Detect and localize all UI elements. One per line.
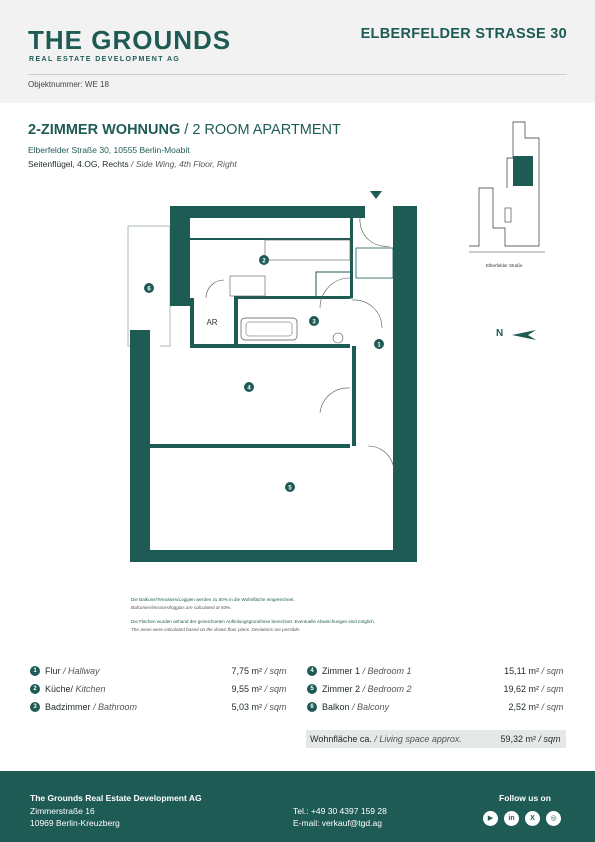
page-footer bbox=[0, 771, 595, 842]
wall-left-upper bbox=[170, 206, 190, 306]
entrance-marker bbox=[370, 191, 382, 199]
apartment-address: Elberfelder Straße 30, 10555 Berlin-Moabit bbox=[28, 145, 190, 155]
room-number-badge: 6 bbox=[307, 702, 317, 712]
total-label bbox=[310, 730, 462, 748]
room-area-value: 5,03 m² bbox=[231, 702, 262, 712]
room-name-en: / Bedroom 1 bbox=[360, 666, 412, 676]
total-area-unit: / sqm bbox=[536, 734, 561, 744]
street-label: Elberfelder Straße bbox=[486, 263, 523, 268]
footer-company: The Grounds Real Estate Development AG bbox=[30, 793, 202, 803]
room-name-en: / Bathroom bbox=[90, 702, 138, 712]
room-name-en: / Balcony bbox=[349, 702, 390, 712]
total-label-de: Wohnfläche ca. bbox=[310, 734, 372, 744]
room-marker-3 bbox=[309, 316, 319, 326]
room-row bbox=[307, 666, 567, 684]
location-en: / Side Wing, 4th Floor, Right bbox=[128, 159, 237, 169]
apartment-title bbox=[28, 122, 341, 138]
room-name-de: Zimmer 1 bbox=[322, 666, 360, 676]
room-area-unit: / sqm bbox=[539, 684, 564, 694]
room-name-de: Balkon bbox=[322, 702, 350, 712]
room-area-unit: / sqm bbox=[262, 702, 287, 712]
note-2-en: The areas were calculated based on the drawn floor plans. Deviations are possible. bbox=[131, 626, 301, 632]
floor-plan bbox=[120, 188, 420, 568]
room-area-list-right bbox=[307, 666, 567, 720]
linkedin-icon[interactable]: in bbox=[504, 811, 519, 826]
room-marker-1-label: 1 bbox=[377, 342, 381, 349]
room-area-value: 15,11 m² bbox=[504, 666, 539, 676]
room-area bbox=[497, 665, 567, 677]
room-area-unit: / sqm bbox=[262, 666, 287, 676]
area-notes bbox=[131, 596, 461, 633]
wall-bedroom1-top bbox=[190, 344, 350, 348]
room-row bbox=[30, 702, 290, 720]
room-marker-6 bbox=[144, 283, 154, 293]
room-marker-3-label: 3 bbox=[312, 319, 316, 326]
wall-top-left bbox=[170, 206, 365, 218]
page-header bbox=[0, 0, 595, 103]
room-marker-5 bbox=[285, 482, 295, 492]
room-row bbox=[30, 666, 290, 684]
wall-left bbox=[130, 330, 150, 562]
youtube-icon[interactable]: ▶ bbox=[483, 811, 498, 826]
key-plan-unit bbox=[513, 156, 533, 186]
wall-right bbox=[393, 206, 417, 562]
room-marker-2-label: 2 bbox=[262, 258, 266, 265]
room-name bbox=[322, 701, 389, 713]
total-area bbox=[494, 730, 564, 748]
footer-email[interactable]: E-mail: verkauf@tgd.ag bbox=[293, 818, 382, 828]
total-area-value: 59,32 m² bbox=[500, 734, 536, 744]
room-marker-6-label: 6 bbox=[147, 286, 151, 293]
total-living-space bbox=[306, 730, 566, 748]
room-marker-4 bbox=[244, 382, 254, 392]
room-name-de: Flur bbox=[45, 666, 61, 676]
apartment-location bbox=[28, 159, 237, 169]
room-marker-2 bbox=[259, 255, 269, 265]
room-marker-4-label: 4 bbox=[247, 385, 251, 392]
room-name bbox=[322, 665, 412, 677]
room-area-value: 2,52 m² bbox=[508, 702, 539, 712]
note-2-de: Die Flächen wurden anhand der gezeichneten Aufteilungsgrundrisse berechnet. Eventuelle Abweichungen sind möglich. bbox=[131, 619, 376, 624]
room-area-value: 19,62 m² bbox=[503, 684, 539, 694]
room-row bbox=[30, 684, 290, 702]
wall-bottom bbox=[130, 550, 417, 562]
room-area bbox=[220, 683, 290, 695]
room-name bbox=[45, 683, 106, 695]
room-name bbox=[45, 701, 137, 713]
room-area-unit: / sqm bbox=[539, 702, 564, 712]
location-de: Seitenflügel, 4.OG, Rechts bbox=[28, 159, 129, 169]
room-row bbox=[307, 684, 567, 702]
north-label: N bbox=[496, 328, 504, 339]
room-area bbox=[497, 701, 567, 713]
xing-icon[interactable]: X bbox=[525, 811, 540, 826]
social-links bbox=[483, 811, 561, 826]
footer-phone[interactable]: Tel.: +49 30 4397 159 28 bbox=[293, 806, 387, 816]
room-name-en: / Bedroom 2 bbox=[360, 684, 412, 694]
room-area-value: 7,75 m² bbox=[231, 666, 262, 676]
room-name-en: / Hallway bbox=[60, 666, 100, 676]
room-area-value: 9,55 m² bbox=[231, 684, 262, 694]
room-marker-5-label: 5 bbox=[288, 485, 292, 492]
header-divider bbox=[28, 74, 567, 75]
room-name bbox=[45, 665, 100, 677]
room-name-de: Zimmer 2 bbox=[322, 684, 360, 694]
room-name-en: Kitchen bbox=[73, 684, 106, 694]
room-area-unit: / sqm bbox=[539, 666, 564, 676]
room-area bbox=[497, 683, 567, 695]
room-number-badge: 1 bbox=[30, 666, 40, 676]
storage-label: AR bbox=[206, 318, 218, 327]
room-name-de: Badzimmer bbox=[45, 702, 91, 712]
room-number-badge: 5 bbox=[307, 684, 317, 694]
instagram-icon[interactable]: ◎ bbox=[546, 811, 561, 826]
room-name-de: Küche/ bbox=[45, 684, 74, 694]
room-row bbox=[307, 702, 567, 720]
room-area-unit: / sqm bbox=[262, 684, 287, 694]
room-number-badge: 3 bbox=[30, 702, 40, 712]
object-number: Objektnummer: WE 18 bbox=[28, 80, 109, 89]
note-1-de: Die Balkone/Terrassen/Loggien werden zu 50% in die Wohnfläche eingerechnet. bbox=[131, 597, 295, 602]
apartment-title-de: 2-ZIMMER WOHNUNG bbox=[28, 122, 181, 138]
room-number-badge: 4 bbox=[307, 666, 317, 676]
north-arrow-icon bbox=[512, 330, 536, 340]
key-plan bbox=[465, 118, 550, 278]
apartment-title-en: / 2 ROOM APARTMENT bbox=[180, 122, 341, 138]
footer-street: Zimmerstraße 16 bbox=[30, 806, 95, 816]
footer-city: 10969 Berlin-Kreuzberg bbox=[30, 818, 120, 828]
room-area bbox=[220, 665, 290, 677]
room-area bbox=[220, 701, 290, 713]
room-name bbox=[322, 683, 412, 695]
wall-bedroom2-top bbox=[150, 444, 350, 448]
follow-us-label: Follow us on bbox=[499, 793, 551, 803]
header-address: ELBERFELDER STRASSE 30 bbox=[360, 26, 567, 42]
logo-title: THE GROUNDS bbox=[28, 25, 232, 55]
room-area-list-left bbox=[30, 666, 290, 720]
room-marker-1 bbox=[374, 339, 384, 349]
logo-subtitle: REAL ESTATE DEVELOPMENT AG bbox=[29, 56, 181, 63]
note-1-en: Balconies/terraces/loggias are calculated at 50%. bbox=[131, 604, 232, 610]
total-label-en: / Living space approx. bbox=[371, 734, 462, 744]
room-number-badge: 2 bbox=[30, 684, 40, 694]
